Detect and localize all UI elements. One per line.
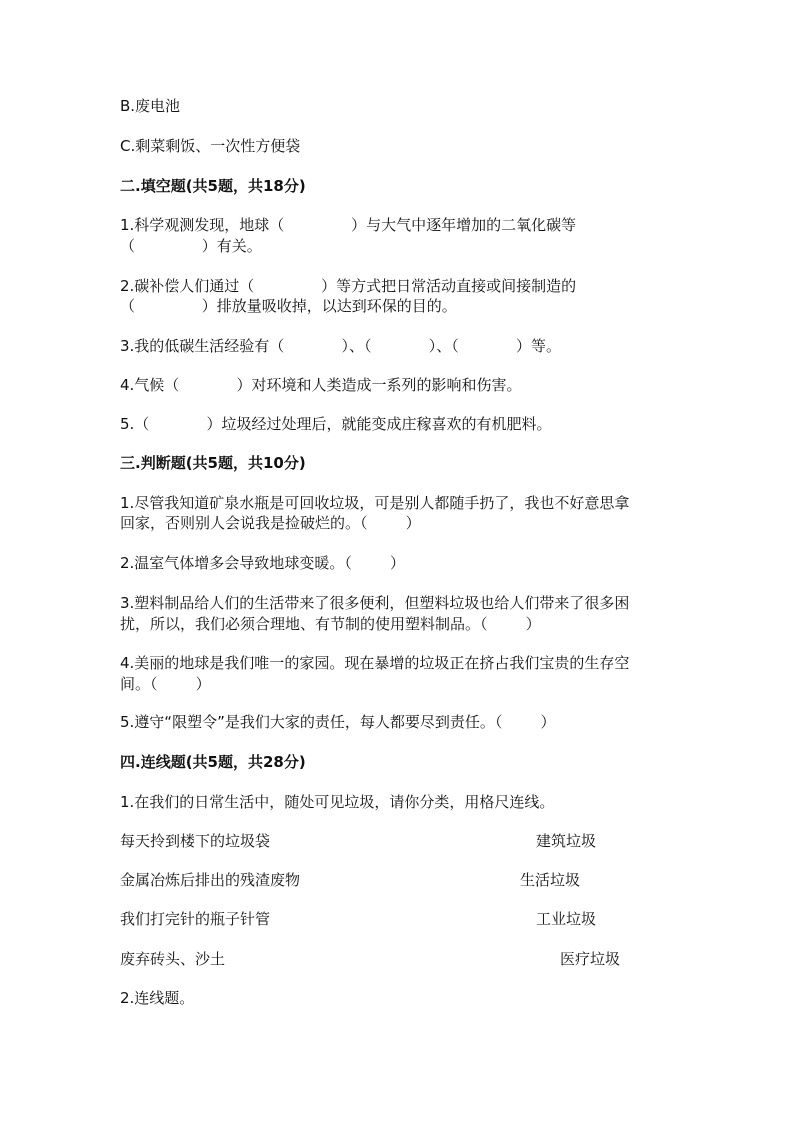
match-left-item-4: 废弃砖头、沙土 xyxy=(120,950,226,968)
fill-q3: 3.我的低碳生活经验有（ ）、（ ）、（ ）等。 xyxy=(120,337,561,355)
fill-q1-line1: 1.科学观测发现，地球（ ）与大气中逐年增加的二氧化碳等 xyxy=(120,216,577,234)
match-right-item-2: 生活垃圾 xyxy=(520,871,581,889)
judge-q1-line2: 回家，否则别人会说我是捡破烂的。（ ） xyxy=(120,514,421,532)
judge-q4-line2: 间。（ ） xyxy=(120,675,211,693)
judge-q1-line1: 1.尽管我知道矿泉水瓶是可回收垃圾，可是别人都随手扔了，我也不好意思拿 xyxy=(120,494,630,512)
section-fill-blank-title: 二.填空题(共5题，共18分) xyxy=(120,177,306,195)
fill-q2-line1: 2.碳补偿人们通过（ ）等方式把日常活动直接或间接制造的 xyxy=(120,277,577,295)
fill-q1-line2: （ ）有关。 xyxy=(120,237,262,255)
match-q2: 2.连线题。 xyxy=(120,989,195,1007)
fill-q4: 4.气候（ ）对环境和人类造成一系列的影响和伤害。 xyxy=(120,376,522,394)
judge-q5: 5.遵守“限塑令”是我们大家的责任，每人都要尽到责任。（ ） xyxy=(120,713,556,731)
fill-q5: 5.（ ）垃圾经过处理后，就能变成庄稼喜欢的有机肥料。 xyxy=(120,415,552,433)
match-right-item-4: 医疗垃圾 xyxy=(560,950,621,968)
judge-q2: 2.温室气体增多会导致地球变暖。（ ） xyxy=(120,554,405,572)
match-right-item-1: 建筑垃圾 xyxy=(536,832,597,850)
option-b: B.废电池 xyxy=(120,97,181,115)
match-left-item-2: 金属冶炼后排出的残渣废物 xyxy=(120,871,301,889)
judge-q4-line1: 4.美丽的地球是我们唯一的家园。现在暴增的垃圾正在挤占我们宝贵的生存空 xyxy=(120,654,630,672)
judge-q3-line2: 扰，所以，我们必须合理地、有节制的使用塑料制品。（ ） xyxy=(120,615,541,633)
match-right-item-3: 工业垃圾 xyxy=(536,910,597,928)
section-judgement-title: 三.判断题(共5题，共10分) xyxy=(120,454,306,472)
match-left-item-1: 每天拎到楼下的垃圾袋 xyxy=(120,832,271,850)
option-c: C.剩菜剩饭、一次性方便袋 xyxy=(120,137,301,155)
section-matching-title: 四.连线题(共5题，共28分) xyxy=(120,753,306,771)
fill-q2-line2: （ ）排放量吸收掉，以达到环保的目的。 xyxy=(120,297,457,315)
match-left-item-3: 我们打完针的瓶子针管 xyxy=(120,910,271,928)
judge-q3-line1: 3.塑料制品给人们的生活带来了很多便利，但塑料垃圾也给人们带来了很多困 xyxy=(120,594,630,612)
match-q1: 1.在我们的日常生活中，随处可见垃圾，请你分类，用格尺连线。 xyxy=(120,793,555,811)
